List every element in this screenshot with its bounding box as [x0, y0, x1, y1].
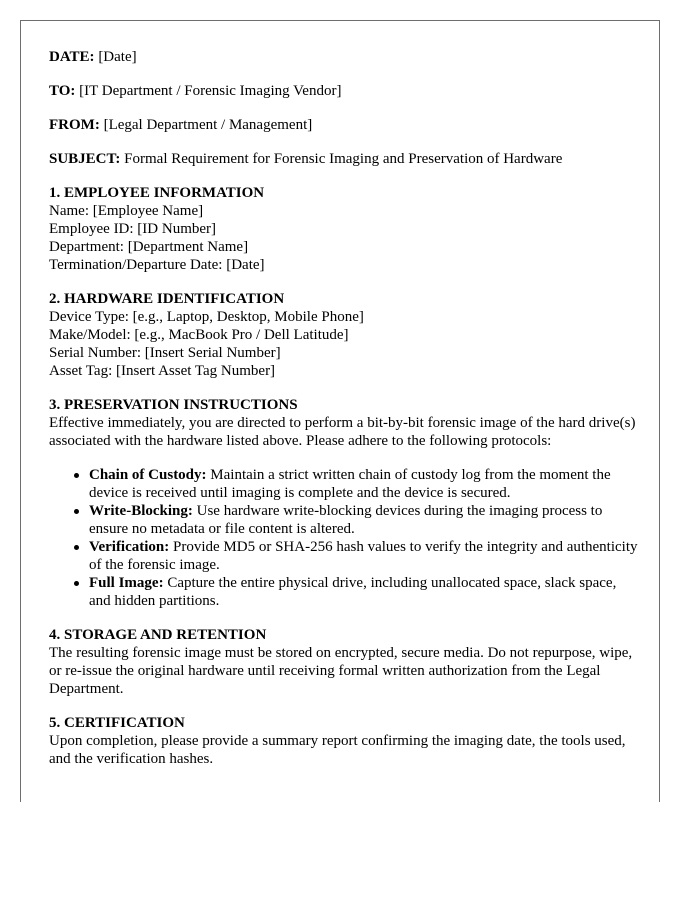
list-item-text: Maintain a strict written chain of custody log from the moment the device is received until imaging is complete and the device is secured. — [89, 467, 611, 501]
serial-number-field: Serial Number: [Insert Serial Number] — [49, 345, 281, 361]
date-value: [Date] — [94, 49, 137, 65]
list-item-label: Full Image: — [89, 575, 164, 591]
employee-name-field: Name: [Employee Name] — [49, 203, 204, 219]
section-title: 5. CERTIFICATION — [49, 715, 185, 731]
subject-value: Formal Requirement for Forensic Imaging and Preservation of Hardware — [120, 151, 563, 167]
list-item-label: Verification: — [89, 539, 170, 555]
from-value: [Legal Department / Management] — [99, 117, 313, 133]
list-item — [89, 466, 639, 502]
device-type-field: Device Type: [e.g., Laptop, Desktop, Mobile Phone] — [49, 309, 364, 325]
storage-text: The resulting forensic image must be stored on encrypted, secure media. Do not repurpose, wipe, or re-issue the original hardware until receiving formal written authorization from the Legal Department. — [49, 645, 633, 697]
list-item-text: Capture the entire physical drive, including unallocated space, slack space, and hidden partitions. — [89, 575, 617, 609]
date-line — [49, 48, 639, 66]
section-hardware-identification — [49, 290, 639, 380]
section-employee-information — [49, 184, 639, 274]
make-model-field: Make/Model: [e.g., MacBook Pro / Dell Latitude] — [49, 327, 349, 343]
list-item-text: Provide MD5 or SHA-256 hash values to verify the integrity and authenticity of the forensic image. — [89, 539, 638, 573]
section-certification — [49, 714, 639, 768]
list-item-label: Chain of Custody: — [89, 467, 207, 483]
subject-label: SUBJECT: — [49, 151, 121, 167]
termination-date-field: Termination/Departure Date: [Date] — [49, 257, 265, 273]
subject-line — [49, 150, 639, 168]
list-item — [89, 502, 639, 538]
list-item-text: Use hardware write-blocking devices during the imaging process to ensure no metadata or file content is altered. — [89, 503, 603, 537]
section-title: 1. EMPLOYEE INFORMATION — [49, 185, 265, 201]
preservation-intro: Effective immediately, you are directed to perform a bit-by-bit forensic image of the hard drive(s) associated with the hardware listed above. Please adhere to the following protocols: — [49, 415, 636, 449]
protocol-list — [49, 466, 639, 610]
date-label: DATE: — [49, 49, 95, 65]
section-title: 2. HARDWARE IDENTIFICATION — [49, 291, 285, 307]
list-item — [89, 574, 639, 610]
asset-tag-field: Asset Tag: [Insert Asset Tag Number] — [49, 363, 276, 379]
employee-id-field: Employee ID: [ID Number] — [49, 221, 217, 237]
section-title: 4. STORAGE AND RETENTION — [49, 627, 267, 643]
to-label: TO: — [49, 83, 76, 99]
department-field: Department: [Department Name] — [49, 239, 249, 255]
section-title: 3. PRESERVATION INSTRUCTIONS — [49, 397, 298, 413]
to-value: [IT Department / Forensic Imaging Vendor] — [75, 83, 342, 99]
memo-content — [49, 48, 639, 784]
certification-text: Upon completion, please provide a summary report confirming the imaging date, the tools used, and the verification hashes. — [49, 733, 626, 767]
list-item — [89, 538, 639, 574]
to-line — [49, 82, 639, 100]
from-line — [49, 116, 639, 134]
list-item-label: Write-Blocking: — [89, 503, 193, 519]
section-preservation-instructions — [49, 396, 639, 610]
from-label: FROM: — [49, 117, 100, 133]
memo-page — [20, 20, 660, 802]
section-storage-retention — [49, 626, 639, 698]
